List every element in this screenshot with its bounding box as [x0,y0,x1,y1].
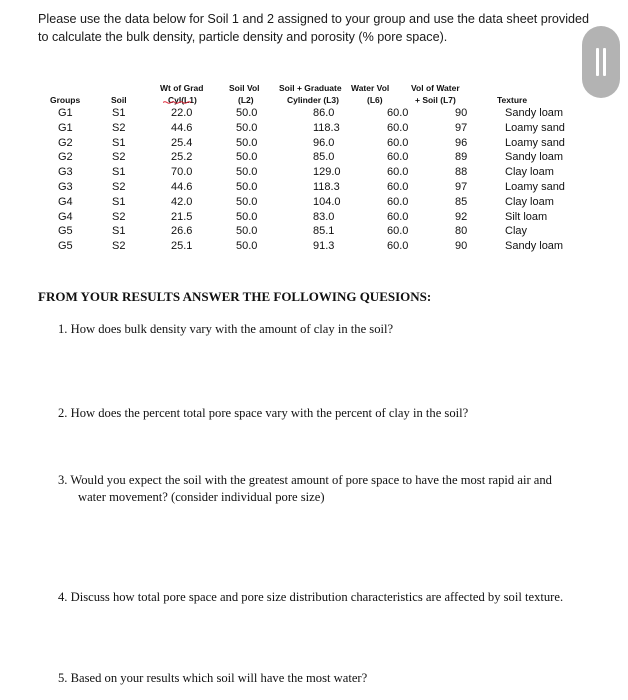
cell-soil: S1 [112,225,126,238]
cell-water-vol: 60.0 [387,166,409,179]
section-title: FROM YOUR RESULTS ANSWER THE FOLLOWING QUESIONS: [38,289,432,304]
cell-soil-graduate-cyl: 85.1 [313,225,335,238]
cell-soil-graduate-cyl: 118.3 [313,181,340,193]
cell-group: G5 [58,240,73,253]
cell-wt-grad-cyl: 25.2 [171,151,193,164]
cell-texture: Clay loam [505,195,554,208]
cell-soil: S2 [112,240,126,253]
cell-soil: S1 [112,195,126,208]
cell-soil-vol: 50.0 [236,136,258,149]
cell-soil-vol: 50.0 [236,107,258,119]
cell-water-soil-vol: 90 [455,107,468,119]
cell-soil-vol: 50.0 [236,240,258,253]
header-vol-line1: Soil Vol [229,83,260,93]
cell-wt-grad-cyl: 26.6 [171,225,193,238]
cell-wt-grad-cyl: 25.1 [171,240,193,253]
header-water-line2: (L6) [367,95,383,105]
cell-soil-vol: 50.0 [236,166,258,179]
cell-soil-vol: 50.0 [236,151,258,164]
cell-soil-graduate-cyl: 129.0 [313,166,341,179]
cell-water-soil-vol: 92 [455,210,468,223]
cell-soil-graduate-cyl: 91.3 [313,240,335,253]
header-texture: Texture [497,95,528,105]
header-vol-line2: (L2) [238,95,254,105]
cell-soil-graduate-cyl: 118.3 [313,121,340,134]
header-cyl-line1: Soil + Graduate [279,83,342,93]
cell-texture: Clay loam [505,166,554,179]
cell-group: G3 [58,181,73,193]
cell-texture: Silt loam [505,210,548,223]
handle-grip-icon [596,48,599,76]
cell-water-soil-vol: 80 [455,225,468,238]
header-vol7-line2: + Soil (L7) [415,95,456,105]
cell-soil-graduate-cyl: 83.0 [313,210,335,223]
cell-water-vol: 60.0 [387,210,409,223]
cell-texture: Sandy loam [505,240,564,253]
question-4: 4. Discuss how total pore space and pore size distribution characteristics are affected by soil texture. [58,590,564,604]
header-cyl-line2: Cylinder (L3) [287,95,339,105]
cell-wt-grad-cyl: 25.4 [171,136,193,149]
cell-soil-vol: 50.0 [236,210,258,223]
cell-soil-graduate-cyl: 104.0 [313,195,341,208]
cell-water-soil-vol: 97 [455,121,468,134]
cell-soil: S2 [112,121,126,134]
cell-group: G4 [58,210,73,223]
question-5: 5. Based on your results which soil will have the most water? [58,671,368,685]
header-soil: Soil [111,95,127,105]
cell-soil: S2 [112,181,126,193]
cell-soil-vol: 50.0 [236,195,258,208]
cell-texture: Sandy loam [505,151,564,164]
cell-group: G1 [58,107,73,119]
cell-wt-grad-cyl: 70.0 [171,166,193,179]
cell-group: G5 [58,225,73,238]
cell-water-vol: 60.0 [387,195,409,208]
header-groups: Groups [50,95,81,105]
cell-water-vol: 60.0 [387,240,409,253]
header-wt-line2: Cyl(L1) [168,95,197,105]
cell-water-vol: 60.0 [387,107,409,119]
intro-paragraph: Please use the data below for Soil 1 and 2 assigned to your group and use the data sheet provided to calculate the bulk density, particle density and porosity (% pore space). [38,12,590,44]
cell-soil: S2 [112,210,126,223]
cell-wt-grad-cyl: 21.5 [171,210,193,223]
cell-soil: S1 [112,166,126,179]
cell-texture: Sandy loam [505,107,564,119]
cell-texture: Loamy sand [505,136,565,149]
cell-texture: Loamy sand [505,121,565,134]
cell-wt-grad-cyl: 44.6 [171,181,193,193]
cell-wt-grad-cyl: 42.0 [171,195,193,208]
question-1: 1. How does bulk density vary with the amount of clay in the soil? [58,322,394,336]
cell-soil-graduate-cyl: 86.0 [313,107,335,119]
cell-water-soil-vol: 96 [455,136,468,149]
question-3: 3. Would you expect the soil with the greatest amount of pore space to have the most rapid air and water movement? (consider individual pore size) [58,473,552,504]
cell-group: G2 [58,151,73,164]
question-2: 2. How does the percent total pore space vary with the percent of clay in the soil? [58,406,469,420]
header-vol7-line1: Vol of Water [411,83,460,93]
cell-soil-vol: 50.0 [236,181,258,193]
cell-texture: Clay [505,225,528,238]
cell-soil-vol: 50.0 [236,225,258,238]
spellcheck-underline [163,101,193,104]
cell-group: G1 [58,121,73,134]
cell-water-vol: 60.0 [387,121,409,134]
cell-group: G2 [58,136,73,149]
cell-soil-vol: 50.0 [236,121,258,134]
cell-water-vol: 60.0 [387,136,409,149]
cell-soil-graduate-cyl: 85.0 [313,151,335,164]
cell-wt-grad-cyl: 22.0 [171,107,193,119]
cell-texture: Loamy sand [505,181,565,193]
cell-water-soil-vol: 97 [455,181,468,193]
handle-grip-icon [603,48,606,76]
cell-water-soil-vol: 89 [455,151,468,164]
cell-water-vol: 60.0 [387,225,409,238]
cell-soil: S1 [112,107,126,119]
header-wt-line1: Wt of Grad [160,83,204,93]
header-water-line1: Water Vol [351,83,390,93]
cell-soil: S2 [112,151,126,164]
cell-soil: S1 [112,136,126,149]
cell-water-vol: 60.0 [387,181,409,193]
scroll-handle[interactable] [582,26,620,98]
cell-water-soil-vol: 88 [455,166,468,179]
cell-group: G4 [58,195,73,208]
cell-group: G3 [58,166,73,179]
cell-water-soil-vol: 90 [455,240,468,253]
cell-water-soil-vol: 85 [455,195,468,208]
cell-wt-grad-cyl: 44.6 [171,121,193,134]
cell-soil-graduate-cyl: 96.0 [313,136,335,149]
cell-water-vol: 60.0 [387,151,409,164]
